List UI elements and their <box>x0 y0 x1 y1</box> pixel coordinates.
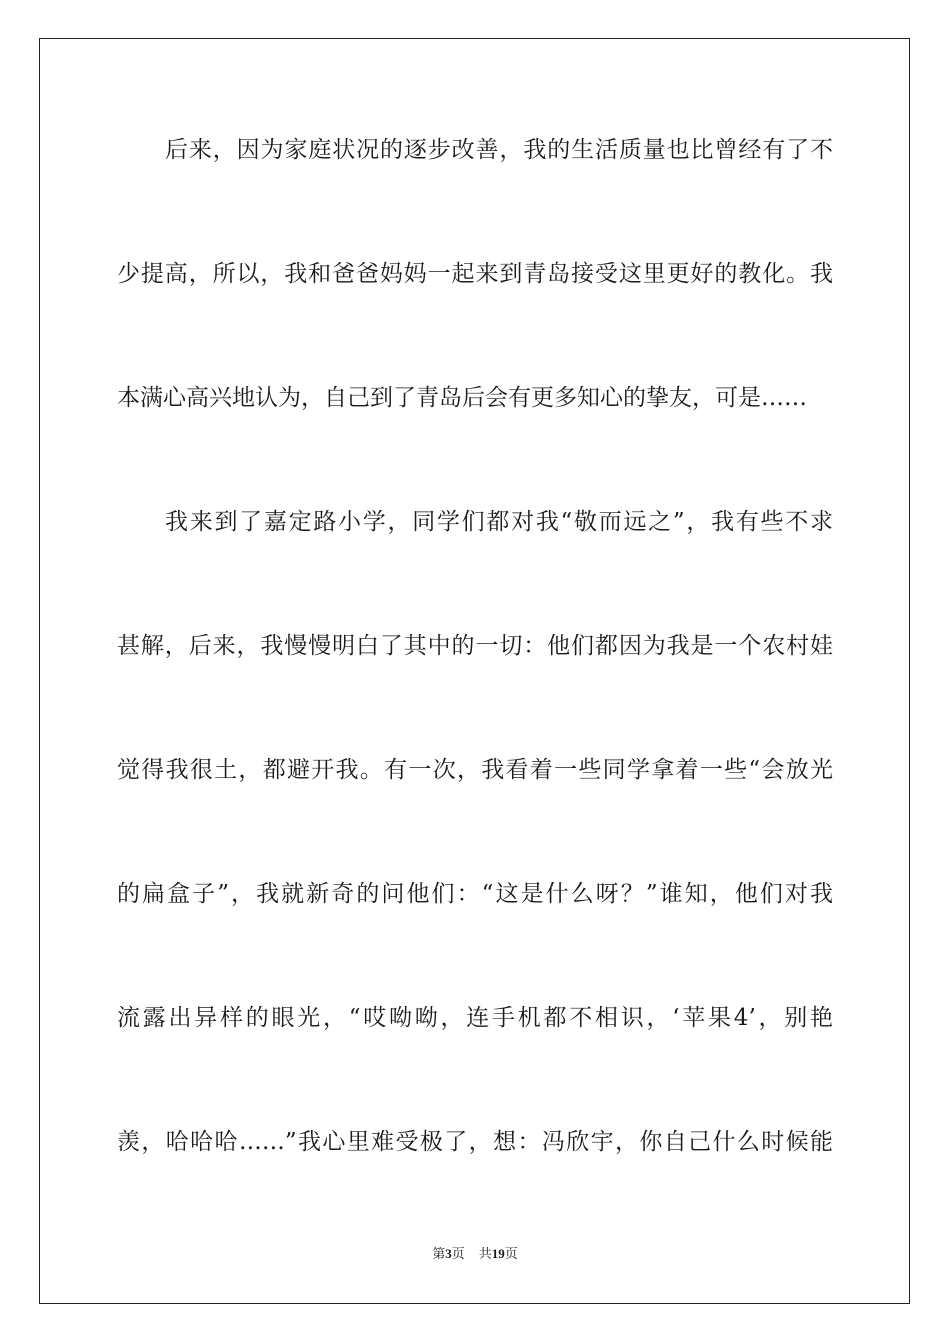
total-pages: 19 <box>491 1246 505 1261</box>
page-prefix: 第 <box>432 1247 446 1262</box>
total-prefix: 共 <box>478 1247 492 1262</box>
paragraph-line-6: 觉得我很土，都避开我。有一次，我看着一些同学拿着一些“会放光 <box>117 757 833 783</box>
paragraph-line-5: 甚解，后来，我慢慢明白了其中的一切：他们都因为我是一个农村娃 <box>117 633 833 659</box>
total-suffix: 页 <box>504 1247 518 1262</box>
page-footer <box>0 1245 950 1264</box>
paragraph-line-3: 本满心高兴地认为，自己到了青岛后会有更多知心的挚友，可是…… <box>117 385 807 411</box>
paragraph-line-9: 羡，哈哈哈……”我心里难受极了，想：冯欣宇，你自己什么时候能 <box>117 1129 833 1155</box>
page-number: 3 <box>445 1246 452 1261</box>
paragraph-line-4: 我来到了嘉定路小学，同学们都对我“敬而远之”，我有些不求 <box>165 509 833 535</box>
paragraph-line-1: 后来，因为家庭状况的逐步改善，我的生活质量也比曾经有了不 <box>165 137 833 163</box>
page-suffix: 页 <box>451 1247 465 1262</box>
paragraph-line-2: 少提高，所以，我和爸爸妈妈一起来到青岛接受这里更好的教化。我 <box>117 261 833 287</box>
paragraph-line-8: 流露出异样的眼光，“哎呦呦，连手机都不相识，‘苹果4’，别艳 <box>117 1005 833 1031</box>
page-border <box>39 38 910 1304</box>
paragraph-line-7: 的扁盒子”，我就新奇的问他们：“这是什么呀？”谁知，他们对我 <box>117 881 833 907</box>
